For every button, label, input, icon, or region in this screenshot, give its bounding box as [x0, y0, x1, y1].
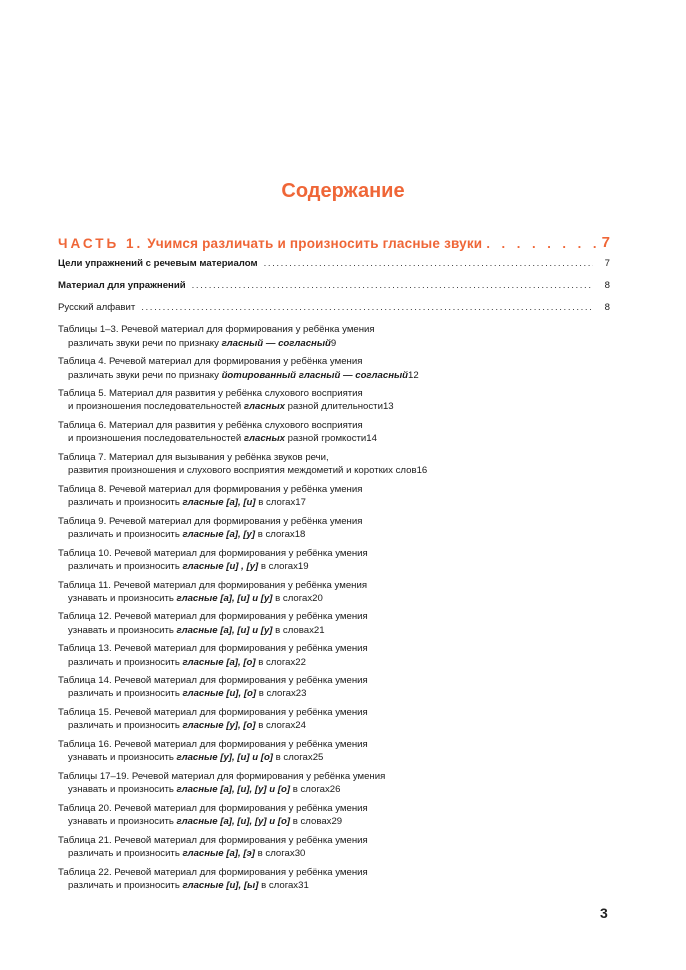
toc-entry-text: Русский алфавит [58, 302, 136, 314]
page-ref: 22 [295, 656, 306, 668]
toc-table-entries [58, 323, 610, 892]
toc-entry[interactable] [58, 279, 610, 292]
toc-entry[interactable] [58, 387, 610, 414]
toc-entry[interactable] [58, 547, 610, 574]
toc-entry[interactable] [58, 770, 610, 797]
toc-entry-line1: Таблица 6. Материал для развития у ребёнка слухового восприятия [58, 420, 363, 432]
toc-entry-line2: различать звуки речи по признаку гласный — согласный [68, 337, 331, 349]
toc-entry[interactable] [58, 515, 610, 542]
page-ref: 21 [313, 624, 325, 636]
page-ref: 14 [366, 433, 377, 445]
page-ref: 26 [329, 784, 341, 796]
page-ref: 12 [408, 369, 419, 381]
toc-entry[interactable] [58, 419, 610, 446]
page-ref: 17 [295, 497, 306, 509]
page-ref: 7 [601, 234, 610, 251]
toc-entry[interactable] [58, 483, 610, 510]
toc-entry-line2: различать и произносить гласные [и], [ы] в слогах [68, 879, 299, 891]
part-prefix: ЧАСТЬ 1. [58, 236, 144, 251]
part-label [58, 236, 482, 251]
toc-entry-line1: Таблица 13. Речевой материал для формирования у ребёнка умения [58, 643, 368, 655]
toc-entry-line1: Таблица 9. Речевой материал для формирования у ребёнка умения [58, 515, 363, 527]
page-ref: 16 [416, 465, 428, 477]
page-number: 3 [600, 905, 608, 921]
toc-entry-line2: и произношения последовательностей гласных разной громкости [68, 433, 367, 445]
toc-entry-line1: Таблица 20. Речевой материал для формирования у ребёнка умения [58, 802, 368, 814]
toc-entry-line2: различать и произносить гласные [а], [и] в слогах [68, 497, 296, 509]
toc-entry[interactable] [58, 738, 610, 765]
toc-entry-line1: Таблица 10. Речевой материал для формирования у ребёнка умения [58, 547, 368, 559]
toc-part-heading[interactable] [58, 229, 610, 251]
toc-entry[interactable] [58, 451, 610, 478]
toc-entry-line2: развития произношения и слухового восприятия междометий и коротких слов [68, 465, 417, 477]
toc-entry-line2: различать и произносить гласные [а], [у] в слогах [68, 529, 295, 541]
toc-entry-line1: Таблицы 1–3. Речевой материал для формирования у ребёнка умения [58, 324, 375, 336]
toc-entry[interactable] [58, 706, 610, 733]
part-title: Учимся различать и произносить гласные звуки [147, 236, 483, 251]
toc-entry[interactable] [58, 579, 610, 606]
toc-entry-line1: Таблица 15. Речевой материал для формирования у ребёнка умения [58, 707, 368, 719]
page-ref: 19 [297, 560, 309, 572]
page-ref: 25 [312, 752, 324, 764]
page-ref: 8 [604, 302, 610, 314]
table-of-contents [58, 257, 610, 897]
toc-entry-text: Материал для упражнений [58, 279, 186, 291]
toc-entry-line2: различать и произносить гласные [а], [о] в слогах [68, 656, 296, 668]
page-ref: 23 [295, 688, 307, 700]
toc-entry-line1: Таблицы 17–19. Речевой материал для формирования у ребёнка умения [58, 770, 386, 782]
toc-entry-line2: различать и произносить гласные [и] , [у] в слогах [68, 560, 298, 572]
toc-entry[interactable] [58, 866, 610, 893]
toc-entry-line2: различать и произносить гласные [у], [о] в слогах [68, 720, 296, 732]
toc-entry[interactable] [58, 642, 610, 669]
dot-leader [141, 301, 593, 314]
toc-entry-line1: Таблица 21. Речевой материал для формирования у ребёнка умения [58, 834, 368, 846]
toc-entry-line1: Таблица 12. Речевой материал для формирования у ребёнка умения [58, 611, 368, 623]
page-ref: 29 [331, 816, 343, 828]
toc-entry-line2: узнавать и произносить гласные [а], [и] и [у] в словах [68, 624, 314, 636]
toc-entry-line2: и произношения последовательностей гласных разной длительности [68, 401, 383, 413]
dot-leader [486, 236, 595, 251]
toc-entry-line2: различать звуки речи по признаку йотированный гласный — согласный [68, 369, 409, 381]
toc-entry-line1: Таблица 5. Материал для развития у ребёнка слухового восприятия [58, 388, 363, 400]
page-ref: 9 [330, 337, 337, 349]
page-ref: 31 [298, 879, 309, 891]
toc-entry-line1: Таблица 16. Речевой материал для формирования у ребёнка умения [58, 738, 368, 750]
toc-entry[interactable] [58, 257, 610, 270]
page-ref: 20 [312, 592, 323, 604]
page-title: Содержание [281, 180, 405, 202]
toc-entry-line1: Таблица 11. Речевой материал для формирования у ребёнка умения [58, 579, 368, 591]
toc-entry-line2: узнавать и произносить гласные [а], [и], [у] и [о] в словах [68, 816, 332, 828]
toc-entry-line2: различать и произносить гласные [а], [э] в слогах [68, 847, 295, 859]
toc-entry-line1: Таблица 22. Речевой материал для формирования у ребёнка умения [58, 866, 368, 878]
dot-leader [264, 257, 593, 270]
page-ref: 24 [295, 720, 306, 732]
toc-entry[interactable] [58, 355, 610, 382]
toc-entry-line2: узнавать и произносить гласные [у], [и] и [о] в слогах [68, 752, 313, 764]
toc-entry-line2: узнавать и произносить гласные [а], [и], [у] и [о] в слогах [68, 784, 330, 796]
toc-entry[interactable] [58, 301, 610, 314]
toc-entry[interactable] [58, 674, 610, 701]
page-ref: 7 [604, 258, 610, 269]
dot-leader [192, 279, 593, 292]
toc-entry-line1: Таблица 14. Речевой материал для формирования у ребёнка умения [58, 675, 368, 687]
toc-entry-line1: Таблица 8. Речевой материал для формирования у ребёнка умения [58, 483, 363, 495]
page-ref: 13 [382, 401, 394, 413]
toc-entry[interactable] [58, 610, 610, 637]
toc-entry-line2: различать и произносить гласные [и], [о] в слогах [68, 688, 296, 700]
toc-entry-text: Цели упражнений с речевым материалом [58, 258, 258, 269]
toc-entry[interactable] [58, 323, 610, 350]
page-ref: 18 [294, 529, 306, 541]
toc-entry-line2: узнавать и произносить гласные [а], [и] и [у] в слогах [68, 592, 313, 604]
toc-entry-line1: Таблица 4. Речевой материал для формирования у ребёнка умения [58, 356, 363, 368]
toc-entry[interactable] [58, 834, 610, 861]
page-ref: 30 [294, 847, 306, 859]
toc-entry-line1: Таблица 7. Материал для вызывания у ребёнка звуков речи, [58, 451, 329, 463]
toc-entry[interactable] [58, 802, 610, 829]
page-ref: 8 [604, 279, 610, 291]
